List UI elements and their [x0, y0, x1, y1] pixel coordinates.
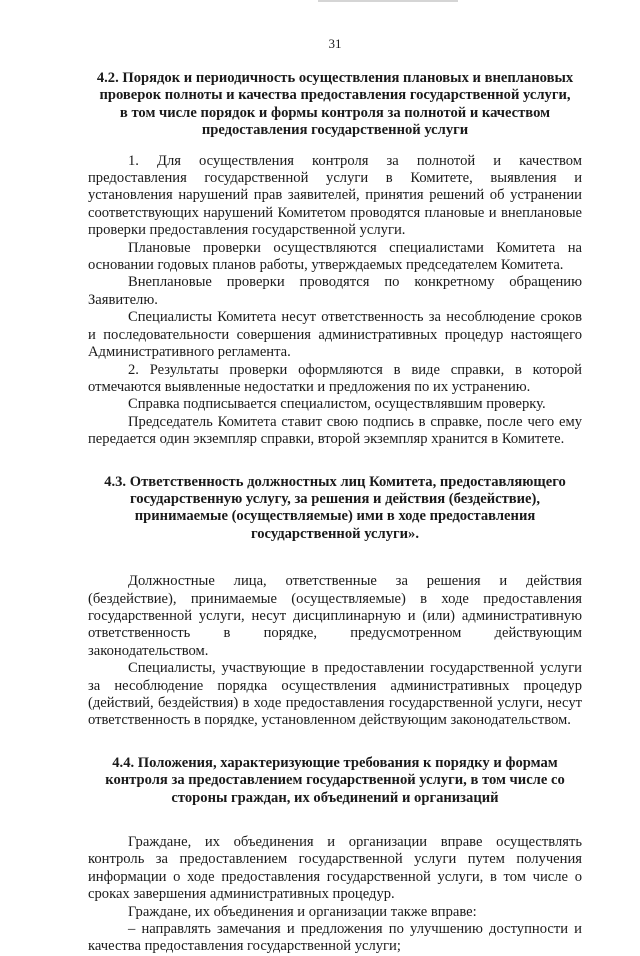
paragraph: Должностные лица, ответственные за решения и действия (бездействие), принимаемые (осуществляемые) в ходе предоставления государственной услуги, несут дисциплинарную и (или) административную ответственность в порядке, предусмотренном действующим законодательством. — [88, 573, 582, 659]
paragraph: – направлять замечания и предложения по улучшению доступности и качества предоставления государственной услуги; — [88, 921, 582, 955]
paragraph: 1. Для осуществления контроля за полнотой и качеством предоставления государственной услуги в Комитете, выявления и установления нарушений прав заявителей, принятия решений об устранении соответствующих нарушений Комитетом проводятся плановые и внеплановые проверки предоставления государственной услуги. — [88, 152, 582, 239]
document-page — [88, 0, 582, 955]
paragraph: Специалисты, участвующие в предоставлении государственной услуги за несоблюдение порядка осуществления административных процедур (действий, бездействия) в ходе предоставления государственной услуги, несут ответственность в порядке, установленном действующим законодательством. — [88, 660, 582, 729]
paragraph: Справка подписывается специалистом, осуществлявшим проверку. — [128, 396, 546, 413]
paragraph: Граждане, их объединения и организации вправе осуществлять контроль за предоставлением государственной услуги путем получения информации о ходе предоставления государственной услуги, в том числе о сроках завершения административных процедур. — [88, 834, 582, 903]
paragraph: Граждане, их объединения и организации также вправе: — [128, 903, 477, 920]
paragraph: 2. Результаты проверки оформляются в виде справки, в которой отмечаются выявленные недостатки и предложения по их устранению. — [88, 361, 582, 395]
section-heading-4-3: 4.3. Ответственность должностных лиц Комитета, предоставляющего государственную услугу, за решения и действия (бездействие), принимаемые (осуществляемые) ими в ходе предоставления государственной услуги». — [104, 473, 566, 542]
paragraph: Внеплановые проверки проводятся по конкретному обращению Заявителю. — [88, 274, 582, 308]
paragraph: Специалисты Комитета несут ответственность за несоблюдение сроков и последовательности совершения административных процедур настоящего Административного регламента. — [88, 309, 582, 361]
paragraph: Плановые проверки осуществляются специалистами Комитета на основании годовых планов работы, утверждаемых председателем Комитета. — [88, 239, 582, 274]
paragraph: Председатель Комитета ставит свою подпись в справке, после чего ему передается один экземпляр справки, второй экземпляр хранится в Комитете. — [88, 413, 582, 448]
section-heading-4-4: 4.4. Положения, характеризующие требования к порядку и формам контроля за предоставлением государственной услуги, в том числе со стороны граждан, их объединений и организаций — [105, 754, 565, 806]
section-heading-4-2: 4.2. Порядок и периодичность осуществления плановых и внеплановых проверок полноты и качества предоставления государственной услуги, в том числе порядок и формы контроля за полнотой и качеством предоставления государственной услуги — [96, 70, 574, 139]
page-number: 31 — [328, 36, 342, 51]
document-content — [88, 70, 582, 956]
